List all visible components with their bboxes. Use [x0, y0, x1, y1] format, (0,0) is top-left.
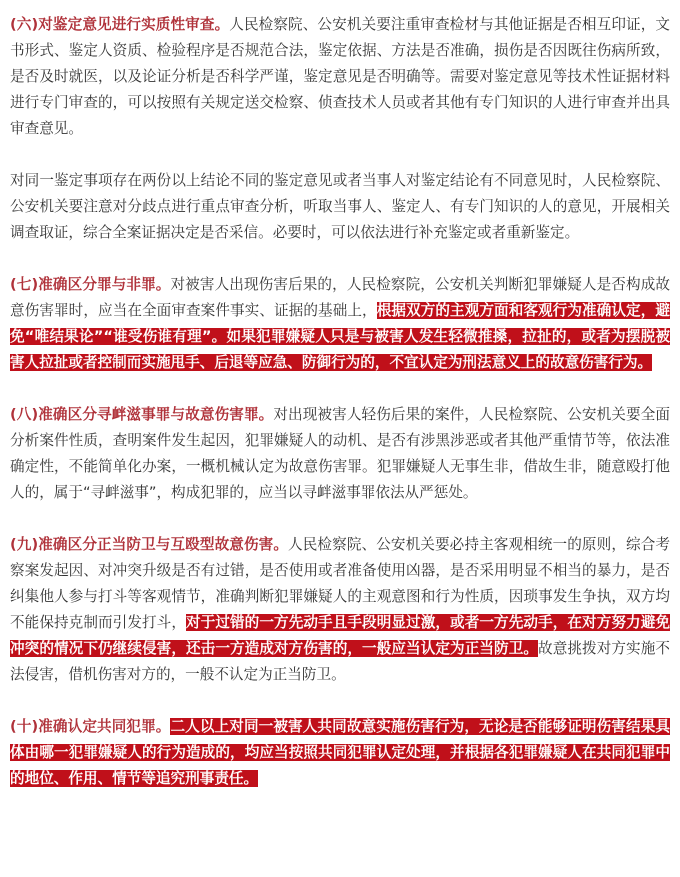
- paragraph-text: 故意挑拨对方实施不法侵害，借机伤害对方的，一般不认定为正当防卫。: [10, 640, 670, 683]
- paragraph-expert-opinion-review: [10, 12, 670, 142]
- highlighted-text: 根据双方的主观方面和客观行为准确认定，避免“唯结果论”“谁受伤谁有理”。如果犯罪嫌疑人只是与被害人发生轻微推搡，拉扯的，或者为摆脱被害人拉扯或者控制而实施甩手、后退等应急、防御行为的，不宜认定为刑法意义上的故意伤害行为。: [10, 302, 670, 371]
- paragraph-provocation-vs-injury: [10, 402, 670, 506]
- highlighted-text: 二人以上对同一被害人共同故意实施伤害行为，无论是否能够证明伤害结果具体由哪一犯罪嫌疑人的行为造成的，均应当按照共同犯罪认定处理，并根据各犯罪嫌疑人在共同犯罪中的地位、作用、情节等追究刑事责任。: [10, 718, 670, 787]
- paragraph-text: 对被害人出现伤害后果的，人民检察院，公安机关判断犯罪嫌疑人是否构成故意伤害罪时，应当在全面审查案件事实、证据的基础上，: [10, 276, 670, 319]
- paragraph-text: 人民检察院、公安机关要必持主客观相统一的原则，综合考察案发起因、对冲突升级是否有过错，是否使用或者准备使用凶器，是否采用明显不相当的暴力，是否纠集他人参与打斗等客观情节，准确判断犯罪嫌疑人的主观意图和行为性质，因琐事发生争执，双方均不能保持克制而引发打斗，: [10, 536, 670, 631]
- paragraph-text: 对出现被害人轻伤后果的案件，人民检察院、公安机关要全面分析案件性质，查明案件发生起因，犯罪嫌疑人的动机、是否有涉黑涉恶或者其他严重情节等，依法准确定性，不能简单化办案，一概机械认定为故意伤害罪。犯罪嫌疑人无事生非，借故生非，随意殴打他人的，属于“寻衅滋事”，构成犯罪的，应当以寻衅滋事罪依法从严惩处。: [10, 406, 670, 501]
- paragraph-self-defense: [10, 532, 670, 688]
- section-heading: (十)准确认定共同犯罪。: [10, 718, 171, 735]
- paragraph-conflicting-opinions: [10, 168, 670, 246]
- paragraph-spacer: [10, 142, 670, 168]
- paragraph-spacer: [10, 376, 670, 402]
- section-heading: (八)准确区分寻衅滋事罪与故意伤害罪。: [10, 406, 274, 423]
- section-heading: (六)对鉴定意见进行实质性审查。: [10, 16, 230, 33]
- paragraph-spacer: [10, 246, 670, 272]
- paragraph-crime-distinction: [10, 272, 670, 376]
- paragraph-text: 人民检察院、公安机关要注重审查检材与其他证据是否相互印证，文书形式、鉴定人资质、检验程序是否规范合法，鉴定依据、方法是否准确，损伤是否因既往伤病所致，是否及时就医，以及论证分析是否科学严谨，鉴定意见是否明确等。需要对鉴定意见等技术性证据材料进行专门审查的，可以按照有关规定送交检察、侦查技术人员或者其他有专门知识的人进行审查并出具审查意见。: [10, 16, 670, 137]
- paragraph-text: 对同一鉴定事项存在两份以上结论不同的鉴定意见或者当事人对鉴定结论有不同意见时，人民检察院、公安机关要注意对分歧点进行重点审查分析，听取当事人、鉴定人、有专门知识的人的意见，开展相关调查取证，综合全案证据决定是否采信。必要时，可以依法进行补充鉴定或者重新鉴定。: [10, 172, 670, 241]
- highlighted-text: 对于过错的一方先动手且手段明显过激，或者一方先动手，在对方努力避免冲突的情况下仍继续侵害，还击一方造成对方伤害的，一般应当认定为正当防卫。: [10, 614, 670, 657]
- section-heading: (九)准确区分正当防卫与互殴型故意伤害。: [10, 536, 289, 553]
- paragraph-spacer: [10, 688, 670, 714]
- paragraph-spacer: [10, 506, 670, 532]
- section-heading: (七)准确区分罪与非罪。: [10, 276, 171, 293]
- paragraph-joint-crime: [10, 714, 670, 792]
